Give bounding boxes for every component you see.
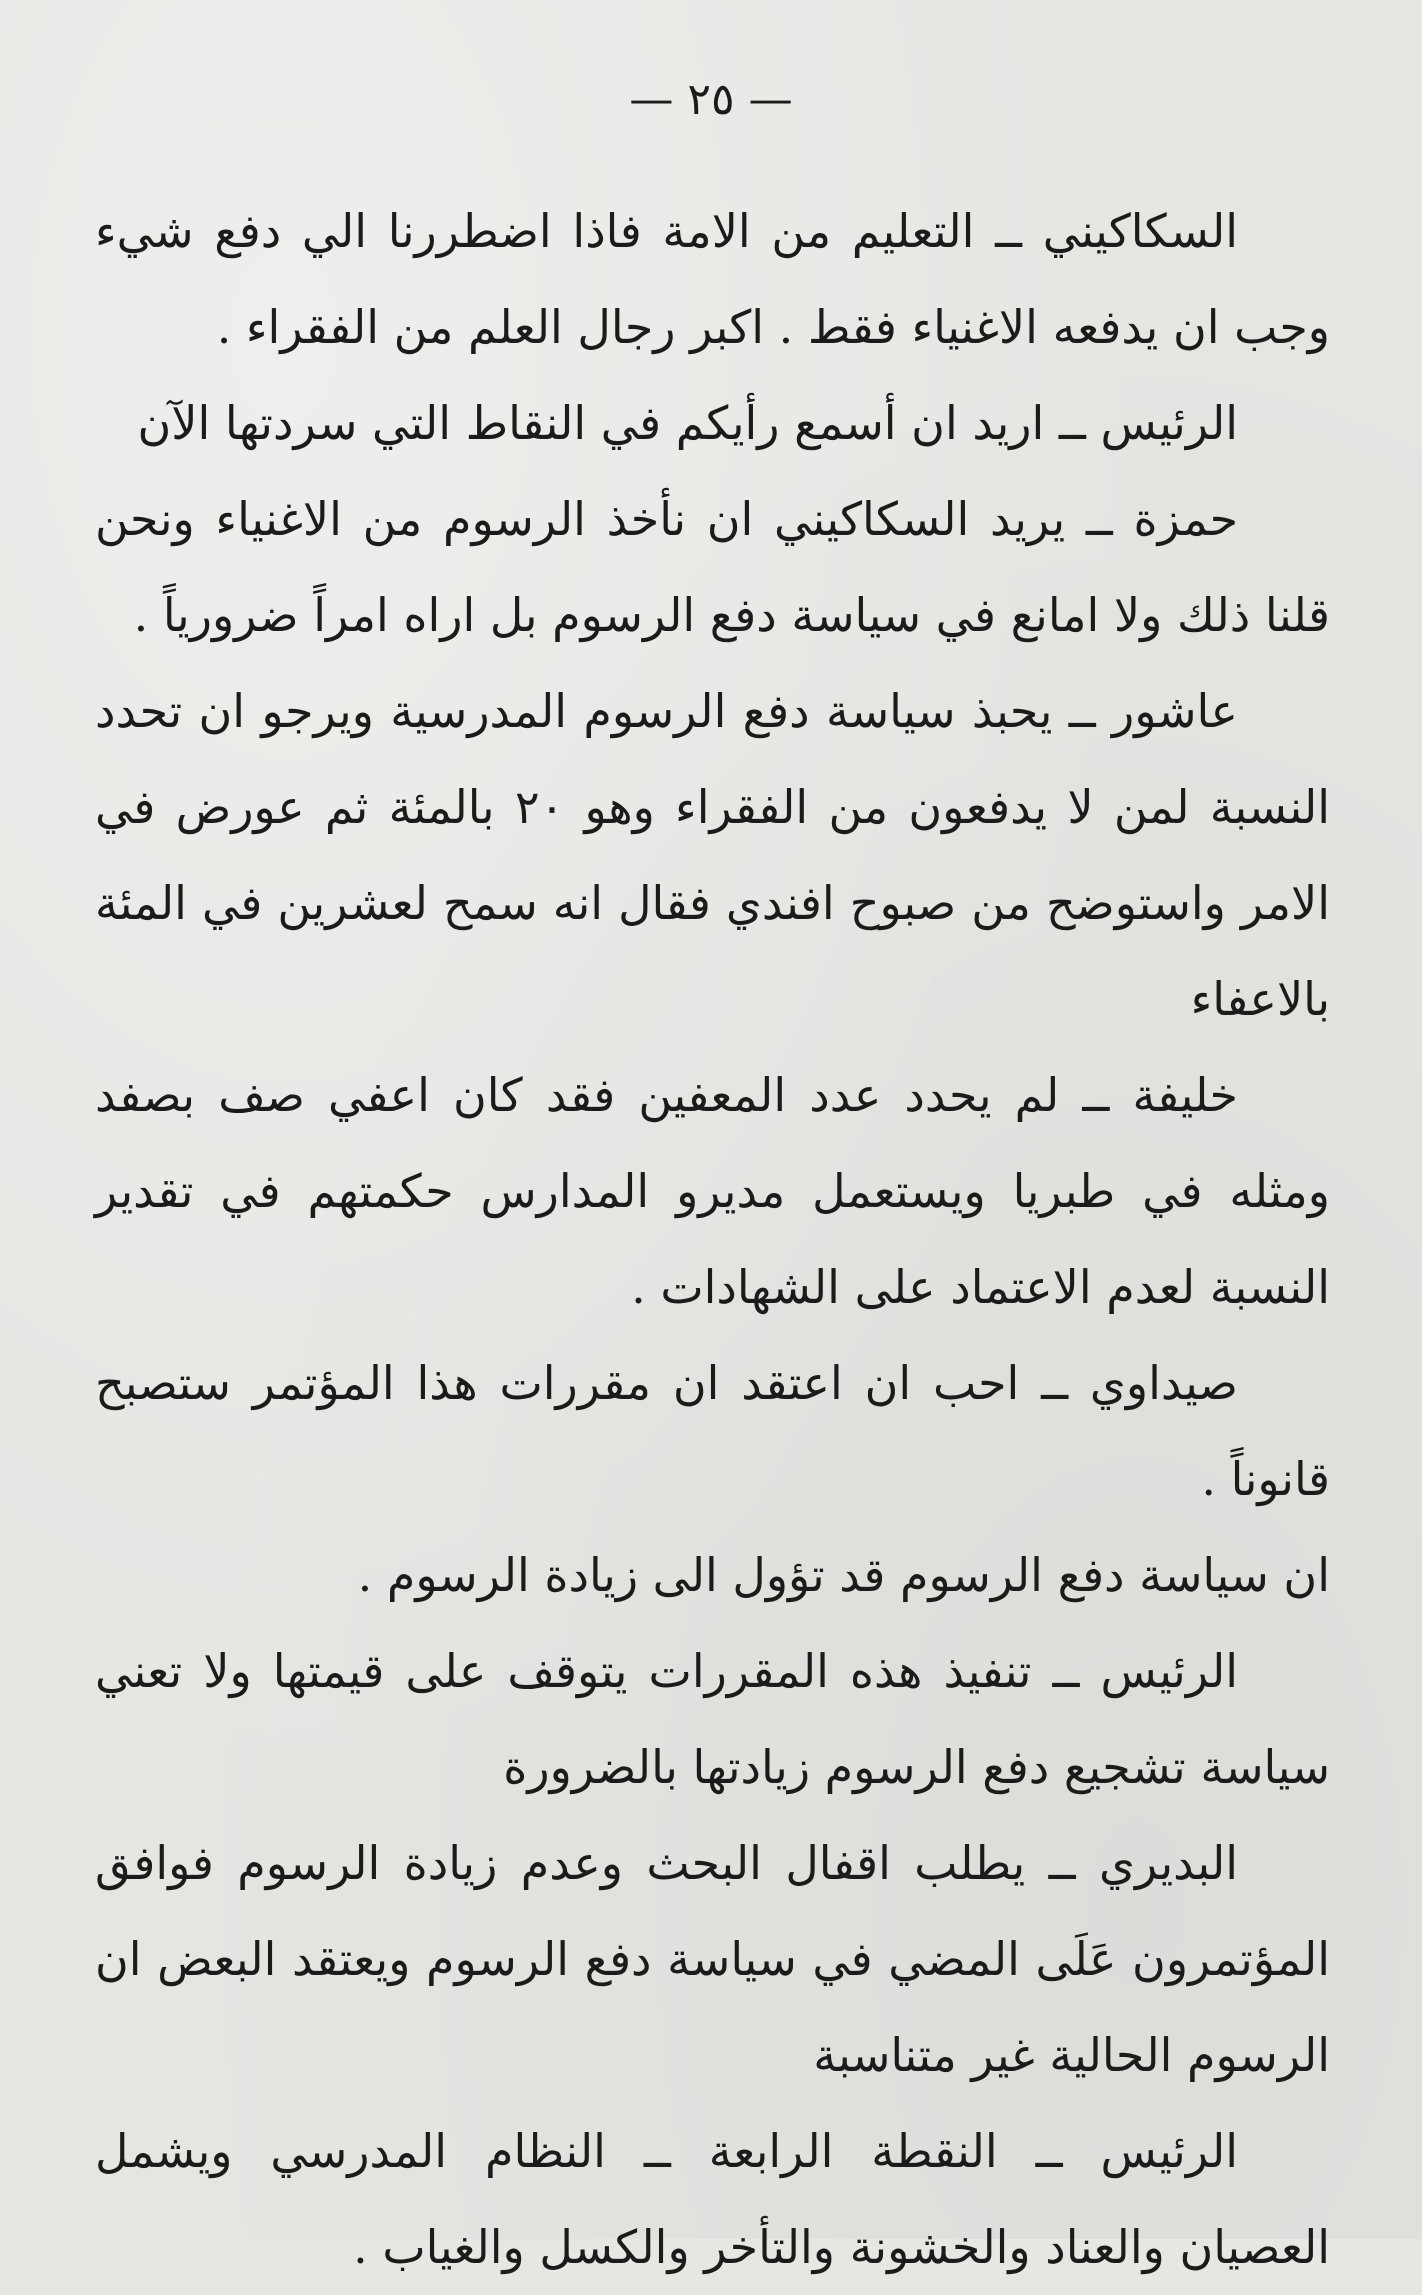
paragraph-sakakini: السكاكيني ــ التعليم من الامة فاذا اضطررنا الي دفع شيء وجب ان يدفعه الاغنياء فقط . اكبر رجال العلم من الفقراء . [95,204,1330,354]
paragraph-chairman-1: الرئيس ــ اريد ان أسمع رأيكم في النقاط التي سردتها الآن [137,396,1238,450]
paragraph-khalifa: خليفة ــ لم يحدد عدد المعفين فقد كان اعفي صف بصفد ومثله في طبريا ويستعمل مديرو المدارس حكمتهم في تقدير النسبة لعدم الاعتماد على الشهادات . [95,1068,1330,1314]
paragraph-chairman-2: الرئيس ــ تنفيذ هذه المقررات يتوقف على قيمتها ولا تعني سياسة تشجيع دفع الرسوم زيادتها بالضرورة [95,1644,1330,1794]
paragraph-saidawi: صيداوي ــ احب ان اعتقد ان مقررات هذا المؤتمر ستصبح قانوناً . [95,1356,1330,1506]
document-body [95,183,1330,2295]
paragraph-hamza: حمزة ــ يريد السكاكيني ان نأخذ الرسوم من الاغنياء ونحن قلنا ذلك ولا امانع في سياسة دفع الرسوم بل اراه امراً ضرورياً . [95,492,1330,642]
paragraph-budeiri: البديري ــ يطلب اقفال البحث وعدم زيادة الرسوم فوافق المؤتمرون عَلَى المضي في سياسة دفع الرسوم ويعتقد البعض ان الرسوم الحالية غير متناسبة [95,1836,1330,2082]
paragraph-chairman-3: الرئيس ــ النقطة الرابعة ــ النظام المدرسي ويشمل العصيان والعناد والخشونة والتأخر والكسل والغياب . [95,2124,1330,2274]
page-number: — ٢٥ — [629,74,793,125]
paragraph-ashour: عاشور ــ يحبذ سياسة دفع الرسوم المدرسية ويرجو ان تحدد النسبة لمن لا يدفعون من الفقراء وهو ٢٠ بالمئة ثم عورض في الامر واستوضح من صبوح افندي فقال انه سمح لعشرين في المئة بالاعفاء [95,684,1330,1026]
paragraph-saidawi-continued: ان سياسة دفع الرسوم قد تؤول الى زيادة الرسوم . [357,1548,1330,1602]
